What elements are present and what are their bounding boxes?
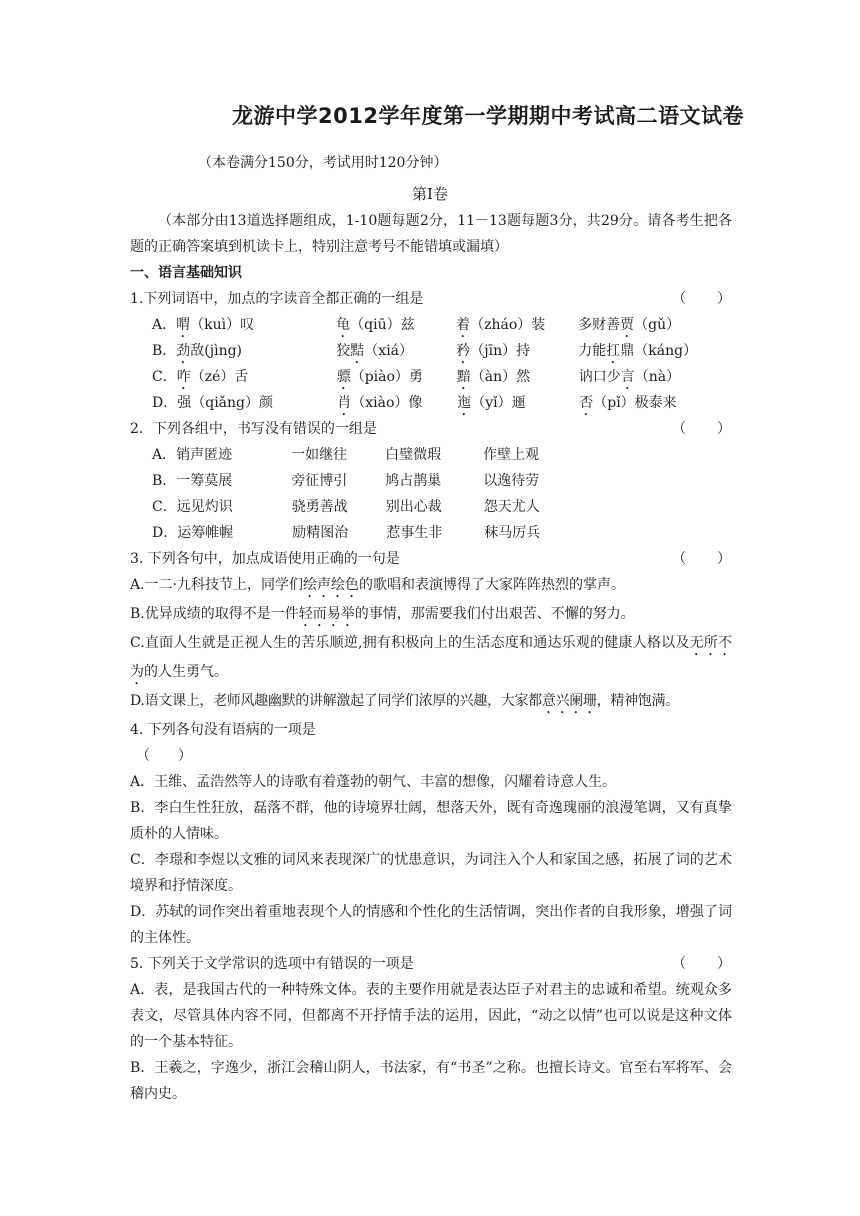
option-word: 一筹莫展 [176, 473, 233, 489]
option-word: 怨天尤人 [483, 499, 540, 515]
option-row [130, 338, 732, 364]
word-prefix: 讷口少 [578, 369, 621, 385]
word-prefix: 狡 [336, 343, 351, 359]
word-rest: （xiá） [364, 343, 414, 359]
word-prefix: 强 [177, 395, 192, 411]
question-3-option-a [130, 572, 732, 601]
question-text: 5. 下列关于文学常识的选项中有错误的一项是 [130, 956, 414, 972]
question-5-option-a: A．表，是我国古代的一种特殊文体。表的主要作用就是表达臣子对君主的忠诚和希望。统观众多表文，尽管具体内容不同，但都离不开抒情手法的运用，因此，“动之以情”也可以说是这种文体的一个基本特征。 [130, 982, 732, 1050]
word-rest: 鼎（káng） [620, 343, 698, 359]
word-rest: （zháo）装 [470, 317, 546, 333]
word-prefix: 力能 [578, 343, 607, 359]
dotted-char: 否 [579, 395, 594, 411]
option-letter: B． [152, 473, 177, 489]
answer-paren: （ ） [672, 291, 732, 307]
option-word: 惹事生非 [386, 525, 443, 541]
option-word [336, 312, 456, 338]
question-1-stem [130, 286, 732, 312]
question-3-stem [130, 546, 732, 572]
answer-paren: （ ） [672, 956, 732, 972]
dotted-char: 肖 [337, 395, 352, 411]
option-word: 励精图治 [292, 525, 349, 541]
instructions: （本部分由13道选择题组成，1-10题每题2分，11－13题每题3分，共29分。请各考生把各题的正确答案填到机读卡上，特别注意考号不能错填或漏填） [130, 213, 732, 255]
option-cells [177, 390, 676, 416]
exam-note: （本卷满分150分，考试用时120分钟） [198, 155, 448, 171]
option-cells [176, 338, 697, 364]
option-word [177, 364, 337, 390]
word-rest: （xiào）像 [351, 395, 423, 411]
option-cells [177, 364, 680, 390]
option-word: 销声匿迹 [176, 447, 233, 463]
word-rest: （kuì）叹 [190, 317, 255, 333]
volume-label: 第Ⅰ卷 [412, 185, 448, 203]
option-word: 远见灼识 [176, 499, 233, 515]
option-row [130, 312, 732, 338]
option-word: 白璧微瑕 [385, 447, 442, 463]
dotted-char: 言 [620, 369, 635, 385]
word-rest: （zé）舌 [190, 369, 249, 385]
word-rest: 敌(jìng) [190, 343, 243, 359]
option-word: 骁勇善战 [291, 499, 348, 515]
dotted-char: 迤 [457, 395, 472, 411]
word-rest: （gǔ） [634, 317, 681, 333]
dotted-idiom: 意兴阑珊 [541, 693, 597, 709]
option-row [130, 494, 732, 520]
option-word [578, 312, 680, 338]
option-text: B.优异成绩的取得不是一件 [130, 606, 299, 622]
word-rest: （àn）然 [470, 369, 531, 385]
option-row [130, 364, 732, 390]
option-row [130, 520, 732, 546]
option-letter: C． [152, 499, 177, 515]
exam-body [130, 208, 732, 1107]
option-letter: D． [152, 525, 178, 541]
option-letter: B． [152, 343, 177, 359]
dotted-char: 咋 [176, 369, 191, 385]
option-row [130, 442, 732, 468]
option-row [130, 390, 732, 416]
word-rest: （qiū）兹 [350, 317, 415, 333]
question-3-option-d [130, 688, 732, 717]
word-rest: （nà） [634, 369, 681, 385]
question-1-options [130, 312, 732, 416]
option-word [578, 338, 697, 364]
option-word [456, 338, 578, 364]
question-2-options [130, 442, 732, 546]
option-word [176, 338, 336, 364]
question-3-option-b [130, 601, 732, 630]
option-letter: A． [152, 317, 177, 333]
dotted-char: 骠 [336, 369, 351, 385]
question-5-option-b: B．王羲之，字逸少，浙江会稽山阴人，书法家，有“书圣”之称。也擅长诗文。官至右军将军、会稽内史。 [130, 1060, 732, 1102]
question-text: 3. 下列各句中，加点成语使用正确的一句是 [130, 551, 400, 567]
option-word [579, 390, 676, 416]
option-word [457, 364, 579, 390]
option-word: 旁征博引 [291, 473, 348, 489]
option-word [579, 364, 680, 390]
option-word: 以逸待劳 [483, 473, 540, 489]
option-word: 一如继往 [291, 447, 348, 463]
question-4-option-a: A．王维、孟浩然等人的诗歌有着蓬勃的朝气、丰富的想像，闪耀着诗意人生。 [130, 774, 617, 790]
option-text: A.一二·九科技节上，同学们 [130, 577, 304, 593]
dotted-idiom: 绘声绘色 [303, 577, 360, 593]
option-cells [176, 312, 680, 338]
word-rest: （pǐ）极泰来 [593, 395, 677, 411]
option-text: 的事情，那需要我们付出艰苦、不懈的努力。 [354, 606, 635, 622]
option-word [337, 390, 457, 416]
option-word [336, 338, 456, 364]
answer-paren: （ ） [672, 421, 732, 437]
option-row [130, 468, 732, 494]
dotted-char: 黠 [350, 343, 365, 359]
exam-title: 龙游中学2012学年度第一学期期中考试高二语文试卷 [232, 104, 744, 128]
option-word [337, 364, 457, 390]
word-rest: （jīn）持 [470, 343, 531, 359]
dotted-char: 劲 [176, 343, 191, 359]
dotted-char: 龟 [336, 317, 351, 333]
option-word [177, 390, 337, 416]
option-word [176, 312, 336, 338]
option-text: 的人生勇气。 [144, 664, 228, 680]
word-rest: （piào）勇 [350, 369, 423, 385]
option-letter: C． [152, 369, 177, 385]
answer-paren: （ ） [672, 551, 732, 567]
option-word: 鸠占鹊巢 [385, 473, 442, 489]
option-word [456, 312, 578, 338]
option-word: 秣马厉兵 [484, 525, 541, 541]
dotted-idiom: 无所不为 [130, 635, 733, 680]
word-prefix: 多财善 [578, 317, 621, 333]
question-text: 1.下列词语中，加点的字读音全都正确的一组是 [130, 291, 424, 307]
question-4-option-d: D．苏轼的词作突出着重地表现个人的情感和个性化的生活情调，突出作者的自我形象，增强了词的主体性。 [130, 904, 732, 946]
dotted-char: 贾 [620, 317, 635, 333]
dotted-idiom: 轻而易举 [298, 606, 355, 622]
dotted-char: 黯 [456, 369, 471, 385]
option-word: 别出心裁 [385, 499, 442, 515]
question-2-stem [130, 416, 732, 442]
question-4-option-c: C．李璟和李煜以文雅的词风来表现深广的忧患意识，为词注入个人和家国之感，拓展了词的艺术境界和抒情深度。 [130, 852, 732, 894]
question-text: 2．下列各组中，书写没有错误的一组是 [130, 421, 377, 437]
option-text: ，精神饱满。 [596, 693, 679, 709]
answer-paren: （ ） [136, 748, 192, 764]
option-letter: A． [152, 447, 177, 463]
question-4-option-b: B．李白生性狂放，磊落不群，他的诗境界壮阔，想落天外，既有奇逸瑰丽的浪漫笔调，又有真挚质朴的人情味。 [130, 800, 732, 842]
dotted-char: 矜 [456, 343, 471, 359]
word-rest: （yǐ）逦 [471, 395, 526, 411]
question-5-stem [130, 951, 732, 977]
option-word: 运筹帷幄 [177, 525, 234, 541]
option-word: 作壁上观 [483, 447, 540, 463]
dotted-char: 着 [456, 317, 471, 333]
question-4-stem: 4. 下列各句没有语病的一项是 [130, 722, 316, 738]
question-3-option-c [130, 630, 732, 688]
dotted-char: 扛 [606, 343, 621, 359]
section-heading: 一、语言基础知识 [130, 265, 242, 281]
option-text: 的歌唱和表演博得了大家阵阵热烈的掌声。 [359, 577, 626, 593]
option-word [457, 390, 579, 416]
word-rest: （qiǎng）颜 [191, 395, 273, 411]
option-text: C.直面人生就是正视人生的苦乐顺逆,拥有积极向上的生活态度和通达乐观的健康人格以及 [130, 635, 690, 651]
option-letter: D． [152, 395, 178, 411]
dotted-char: 喟 [176, 317, 191, 333]
option-text: D.语文课上，老师风趣幽默的讲解激起了同学们浓厚的兴趣，大家都 [130, 693, 542, 709]
